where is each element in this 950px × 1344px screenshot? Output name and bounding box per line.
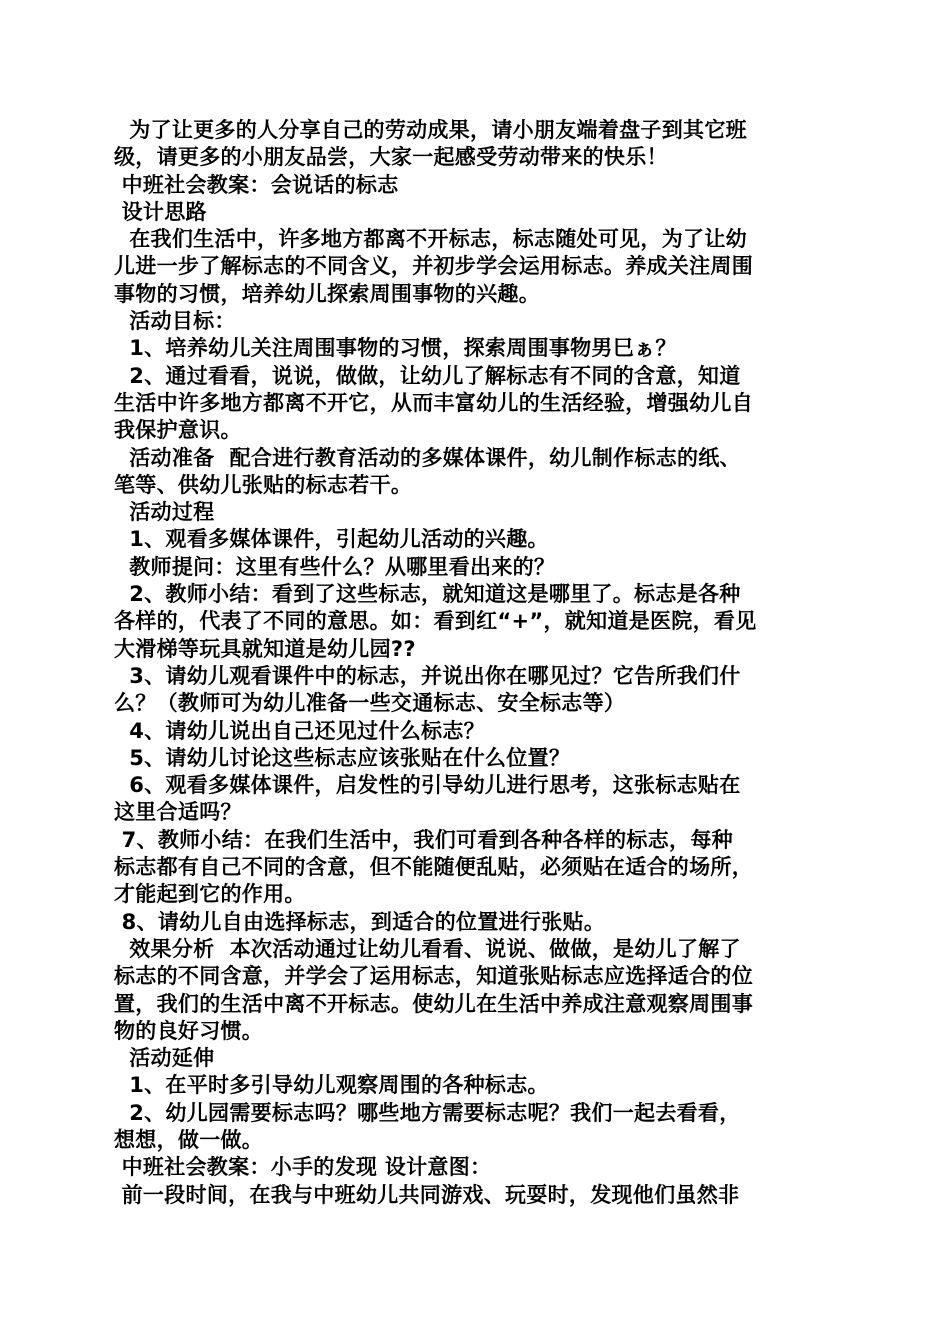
text-line: 5、请幼儿讨论这些标志应该张贴在什么位置？ bbox=[114, 745, 571, 770]
text-line: 中班社会教案：会说话的标志 bbox=[114, 172, 399, 197]
text-line: 这里合适吗？ bbox=[114, 800, 242, 825]
text-line: 物的良好习惯。 bbox=[114, 1018, 264, 1043]
text-line: 中班社会教案：小手的发现 设计意图： bbox=[114, 1155, 492, 1180]
text-line: 效果分析 本次活动通过让幼儿看看、说说、做做，是幼儿了解了 bbox=[114, 936, 741, 961]
text-line: 我保护意识。 bbox=[114, 418, 242, 443]
text-line: 活动目标： bbox=[114, 309, 236, 334]
text-line: 活动过程 bbox=[114, 500, 215, 525]
text-line: 2、通过看看，说说，做做，让幼儿了解标志有不同的含意，知道 bbox=[114, 363, 741, 388]
text-line: 大滑梯等玩具就知道是幼儿园?? bbox=[114, 636, 416, 661]
text-line: 级，请更多的小朋友品尝，大家一起感受劳动带来的快乐！ bbox=[114, 145, 668, 170]
document-body bbox=[114, 117, 839, 1209]
text-line: 教师提问：这里有些什么？从哪里看出来的？ bbox=[114, 554, 556, 579]
text-line: 标志都有自己不同的含意，但不能随便乱贴，必须贴在适合的场所， bbox=[114, 855, 753, 880]
text-line: 8、请幼儿自由选择标志，到适合的位置进行张贴。 bbox=[114, 909, 606, 934]
text-line: 设计思路 bbox=[114, 199, 207, 224]
text-line: 3、请幼儿观看课件中的标志，并说出你在哪见过？它告所我们什 bbox=[114, 663, 741, 688]
text-line: 才能起到它的作用。 bbox=[114, 882, 306, 907]
text-line: 事物的习惯，培养幼儿探索周围事物的兴趣。 bbox=[114, 281, 540, 306]
text-line: 6、观看多媒体课件，启发性的引导幼儿进行思考，这张标志贴在 bbox=[114, 773, 741, 798]
text-line: 生活中许多地方都离不开它，从而丰富幼儿的生活经验，增强幼儿自 bbox=[114, 390, 753, 415]
text-line: 2、教师小结：看到了这些标志，就知道这是哪里了。标志是各种 bbox=[114, 582, 741, 607]
text-line: 1、观看多媒体课件，引起幼儿活动的兴趣。 bbox=[114, 527, 549, 552]
text-line: 4、请幼儿说出自己还见过什么标志？ bbox=[114, 718, 485, 743]
text-line: 置，我们的生活中离不开标志。使幼儿在生活中养成注意观察周围事 bbox=[114, 991, 753, 1016]
text-line: 7、教师小结：在我们生活中，我们可看到各种各样的标志，每种 bbox=[114, 827, 733, 852]
text-line: 活动延伸 bbox=[114, 1046, 215, 1071]
text-line: 么？（教师可为幼儿准备一些交通标志、安全标志等） bbox=[114, 691, 626, 716]
text-line: 2、幼儿园需要标志吗？哪些地方需要标志呢？我们一起去看看， bbox=[114, 1100, 741, 1125]
text-line: 前一段时间，在我与中班幼儿共同游戏、玩耍时，发现他们虽然非 bbox=[114, 1182, 740, 1207]
text-line: 1、在平时多引导幼儿观察周围的各种标志。 bbox=[114, 1073, 549, 1098]
text-line: 各样的，代表了不同的意思。如：看到红“+”，就知道是医院，看见 bbox=[114, 609, 757, 634]
text-line: 为了让更多的人分享自己的劳动成果，请小朋友端着盘子到其它班 bbox=[114, 118, 747, 142]
text-line: 笔等、供幼儿张贴的标志若干。 bbox=[114, 472, 413, 497]
text-line: 标志的不同含意，并学会了运用标志，知道张贴标志应选择适合的位 bbox=[114, 964, 753, 989]
text-line: 儿进一步了解标志的不同含义，并初步学会运用标志。养成关注周围 bbox=[114, 254, 753, 279]
text-line: 活动准备 配合进行教育活动的多媒体课件，幼儿制作标志的纸、 bbox=[114, 445, 741, 470]
text-line: 想想，做一做。 bbox=[114, 1127, 264, 1152]
text-line: 在我们生活中，许多地方都离不开标志，标志随处可见，为了让幼 bbox=[114, 227, 747, 252]
text-line: 1、培养幼儿关注周围事物的习惯，探索周围事物男巳ぁ？ bbox=[114, 336, 677, 361]
